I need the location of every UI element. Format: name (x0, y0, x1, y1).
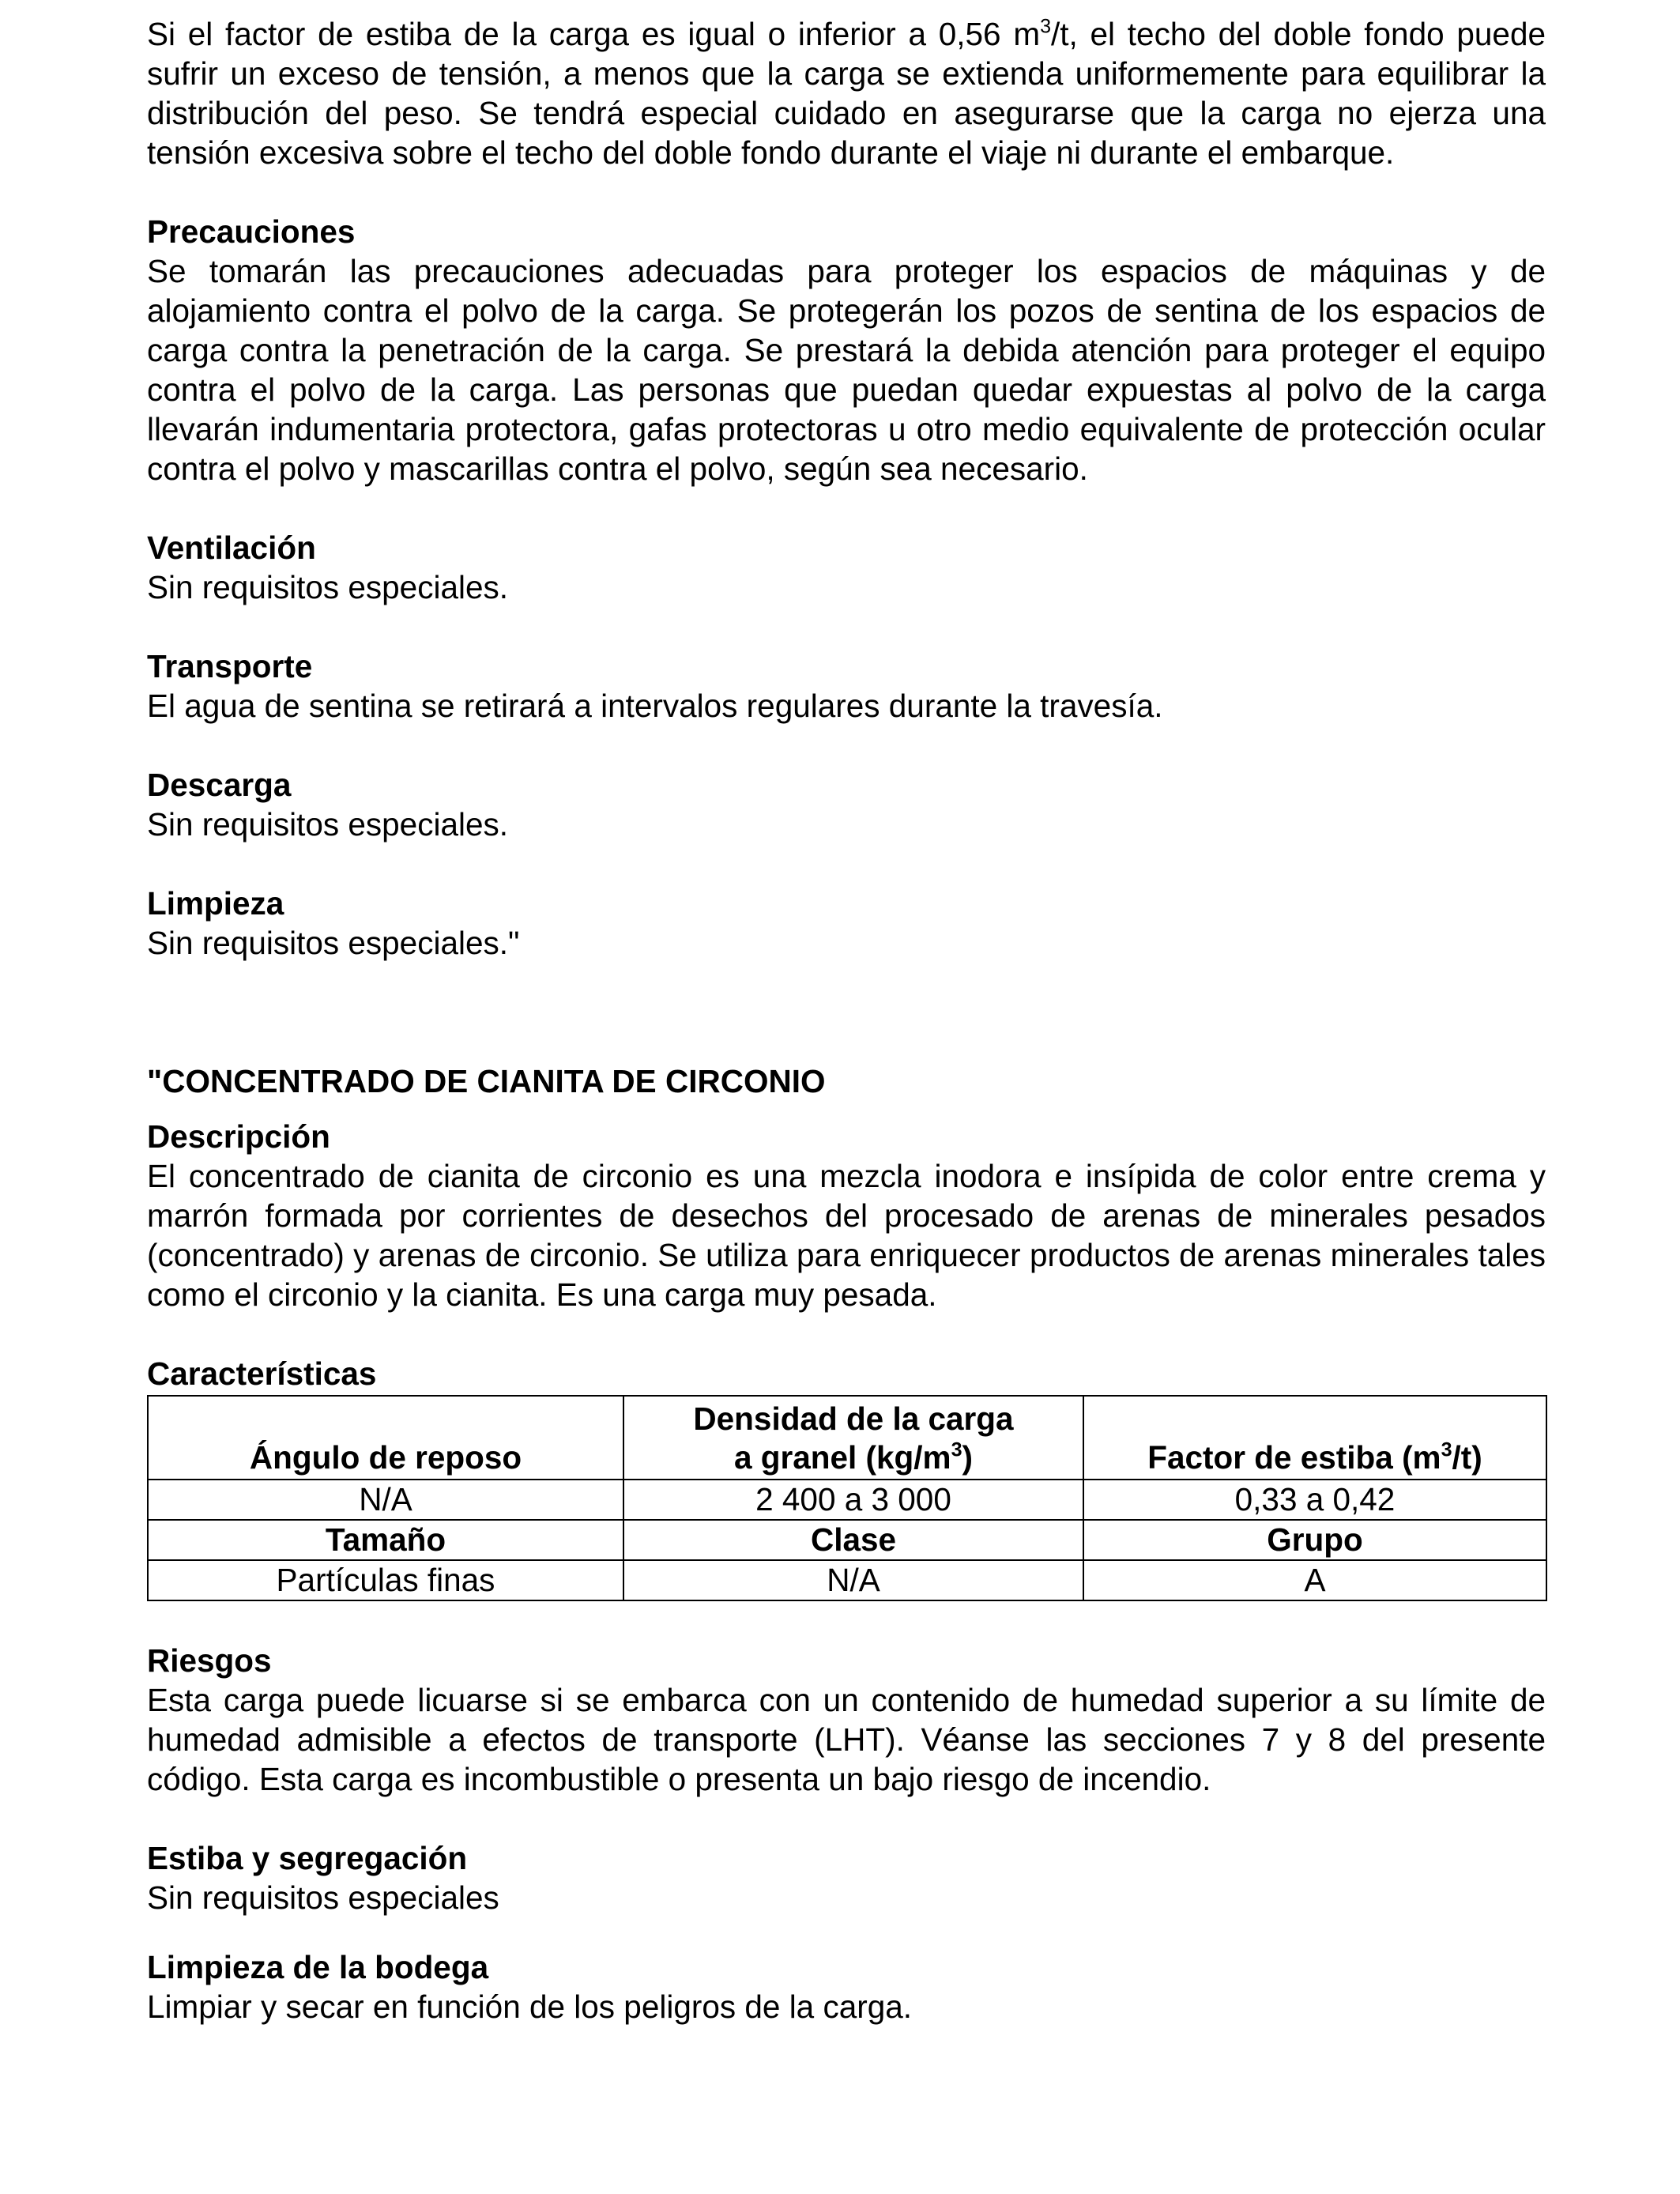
header-clase: Clase (623, 1520, 1083, 1560)
header-angulo-reposo: Ángulo de reposo (148, 1396, 623, 1480)
cell-factor-value: 0,33 a 0,42 (1083, 1480, 1546, 1520)
text-precauciones: Se tomarán las precauciones adecuadas para proteger los espacios de máquinas y de alojamiento contra el polvo de la carga. Se protegerán los pozos de sentina de los espacios de carga contra la penetración de la carga. Se prestará la debida atención para proteger el equipo contra el polvo de la carga. Las personas que puedan quedar expuestas al polvo de la carga llevarán indumentaria protectora, gafas protectoras u otro medio equivalente de protección ocular contra el polvo y mascarillas contra el polvo, según sea necesario. (147, 253, 1546, 487)
heading-descarga: Descarga (147, 767, 292, 803)
heading-riesgos: Riesgos (147, 1642, 272, 1679)
section-descripcion (147, 1117, 1546, 1314)
heading-descripcion: Descripción (147, 1118, 330, 1155)
section-limpieza-bodega (147, 1947, 1546, 2026)
text-limpieza-bodega: Limpiar y secar en función de los peligros de la carga. (147, 1989, 913, 2025)
header-densidad: Densidad de la carga a granel $(kg/m^3)$ (623, 1396, 1083, 1480)
table-row (148, 1560, 1546, 1600)
cell-clase-value: N/A (623, 1560, 1083, 1600)
characteristics-table (147, 1395, 1547, 1601)
section-descarga (147, 765, 1546, 844)
section-estiba (147, 1838, 1546, 1917)
text-transporte: El agua de sentina se retirará a intervalos regulares durante la travesía. (147, 688, 1163, 724)
text-riesgos: Esta carga puede licuarse si se embarca con un contenido de humedad superior a su límite de humedad admisible a efectos de transporte (LHT). Véanse las secciones 7 y 8 del presente código. Esta carga es incombustible o presenta un bajo riesgo de incendio. (147, 1682, 1546, 1797)
table-row (148, 1480, 1546, 1520)
intro-text-a: Si el factor de estiba de la carga es igual o inferior a 0,56 m (147, 16, 1041, 52)
section-ventilacion (147, 528, 1546, 607)
text-ventilacion: Sin requisitos especiales. (147, 569, 508, 605)
cargo-title: "CONCENTRADO DE CIANITA DE CIRCONIO (147, 1063, 826, 1099)
section-limpieza (147, 884, 1546, 963)
section-riesgos (147, 1641, 1546, 1799)
heading-limpieza: Limpieza (147, 885, 284, 922)
heading-estiba: Estiba y segregación (147, 1840, 468, 1876)
heading-precauciones: Precauciones (147, 213, 356, 250)
header-grupo: Grupo (1083, 1520, 1546, 1560)
cell-tamano-value: Partículas finas (148, 1560, 623, 1600)
section-caracteristicas (147, 1354, 1546, 1601)
text-estiba: Sin requisitos especiales (147, 1879, 499, 1916)
intro-paragraph (147, 14, 1546, 172)
intro-text-b: /t, el techo del doble fondo puede sufrir un exceso de tensión, a menos que la carga se extienda uniformemente para equilibrar la distribución del peso. Se tendrá especial cuidado en asegurarse que la carga no ejerza una tensión excesiva sobre el techo del doble fondo durante el viaje ni durante el embarque. (147, 16, 1546, 171)
heading-transporte: Transporte (147, 648, 313, 684)
text-descripcion: El concentrado de cianita de circonio es una mezcla inodora e insípida de color entre crema y marrón formada por corrientes de desechos del procesado de arenas de minerales pesados (concentrado) y arenas de circonio. Se utiliza para enriquecer productos de arenas minerales tales como el circonio y la cianita. Es una carga muy pesada. (147, 1158, 1546, 1313)
header-tamano: Tamaño (148, 1520, 623, 1560)
section-precauciones (147, 212, 1546, 488)
section-transporte (147, 647, 1546, 726)
table-header-row (148, 1396, 1546, 1480)
document-page (147, 14, 1546, 2026)
cell-densidad-value: 2 400 a 3 000 (623, 1480, 1083, 1520)
cell-grupo-value: A (1083, 1560, 1546, 1600)
cell-angulo-value: N/A (148, 1480, 623, 1520)
heading-caracteristicas: Características (147, 1355, 377, 1392)
table-header-row-2 (148, 1520, 1546, 1560)
header-factor-estiba: Factor de estiba $(m^3/t)$ (1083, 1396, 1546, 1480)
intro-superscript: 3 (1040, 15, 1052, 38)
heading-ventilacion: Ventilación (147, 530, 316, 566)
text-limpieza: Sin requisitos especiales." (147, 925, 520, 961)
text-descarga: Sin requisitos especiales. (147, 806, 508, 843)
heading-limpieza-bodega: Limpieza de la bodega (147, 1949, 489, 1985)
